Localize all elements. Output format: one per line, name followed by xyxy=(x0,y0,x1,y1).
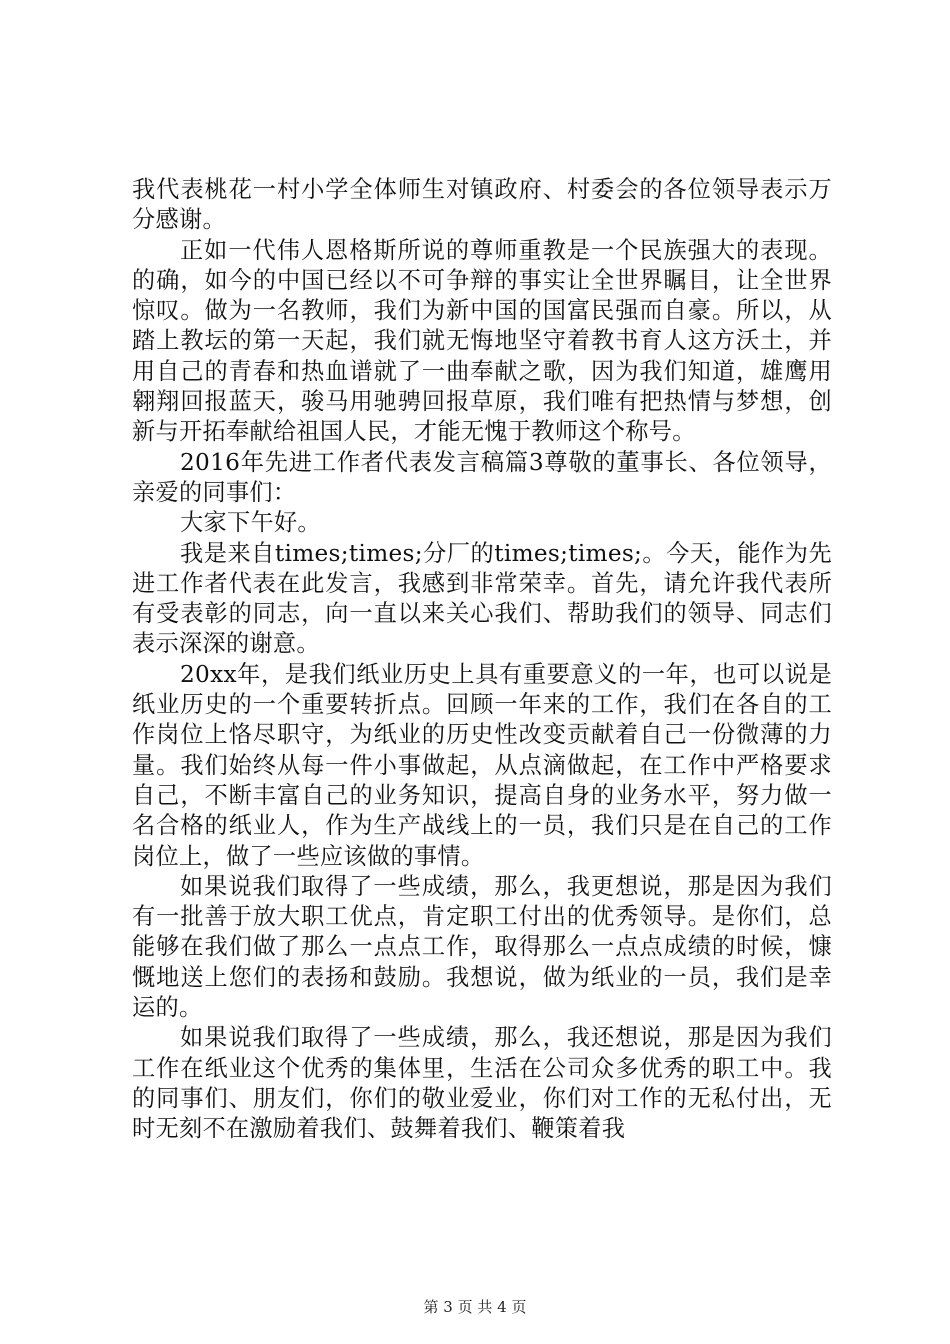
document-body xyxy=(132,175,832,1145)
paragraph-6: 20xx年，是我们纸业历史上具有重要意义的一年，也可以说是纸业历史的一个重要转折点。回顾一年来的工作，我们在各自的工作岗位上恪尽职守，为纸业的历史性改变贡献着自己一份微薄的力量。我们始终从每一件小事做起，从点滴做起，在工作中严格要求自己，不断丰富自己的业务知识，提高自身的业务水平，努力做一名合格的纸业人，作为生产战线上的一员，我们只是在自己的工作岗位上，做了一些应该做的事情。 xyxy=(132,660,832,870)
page-footer xyxy=(0,1297,950,1317)
paragraph-2: 正如一代伟人恩格斯所说的尊师重教是一个民族强大的表现。的确，如今的中国已经以不可争辩的事实让全世界瞩目，让全世界惊叹。做为一名教师，我们为新中国的国富民强而自豪。所以，从踏上教坛的第一天起，我们就无悔地坚守着教书育人这方沃土，并用自己的青春和热血谱就了一曲奉献之歌，因为我们知道，雄鹰用翱翔回报蓝天，骏马用驰骋回报草原，我们唯有把热情与梦想，创新与开拓奉献给祖国人民，才能无愧于教师这个称号。 xyxy=(132,236,832,446)
paragraph-3: 2016年先进工作者代表发言稿篇3尊敬的董事长、各位领导，亲爱的同事们： xyxy=(132,448,832,506)
paragraph-4: 大家下午好。 xyxy=(180,509,321,537)
page-number-label: 第 3 页 共 4 页 xyxy=(423,1298,527,1316)
paragraph-7: 如果说我们取得了一些成绩，那么，我更想说，那是因为我们有一批善于放大职工优点，肯定职工付出的优秀领导。是你们，总能够在我们做了那么一点点工作，取得那么一点点成绩的时候，慷慨地送上您们的表扬和鼓励。我想说，做为纸业的一员，我们是幸运的。 xyxy=(132,872,832,1022)
paragraph-5: 我是来自times;times;分厂的times;times;。今天，能作为先进工作者代表在此发言，我感到非常荣幸。首先，请允许我代表所有受表彰的同志，向一直以来关心我们、帮助我们的领导、同志们表示深深的谢意。 xyxy=(132,539,832,658)
paragraph-1: 我代表桃花一村小学全体师生对镇政府、村委会的各位领导表示万分感谢。 xyxy=(132,176,832,234)
paragraph-8: 如果说我们取得了一些成绩，那么，我还想说，那是因为我们工作在纸业这个优秀的集体里，生活在公司众多优秀的职工中。我的同事们、朋友们，你们的敬业爱业，你们对工作的无私付出，无时无刻不在激励着我们、鼓舞着我们、鞭策着我 xyxy=(132,1024,832,1143)
